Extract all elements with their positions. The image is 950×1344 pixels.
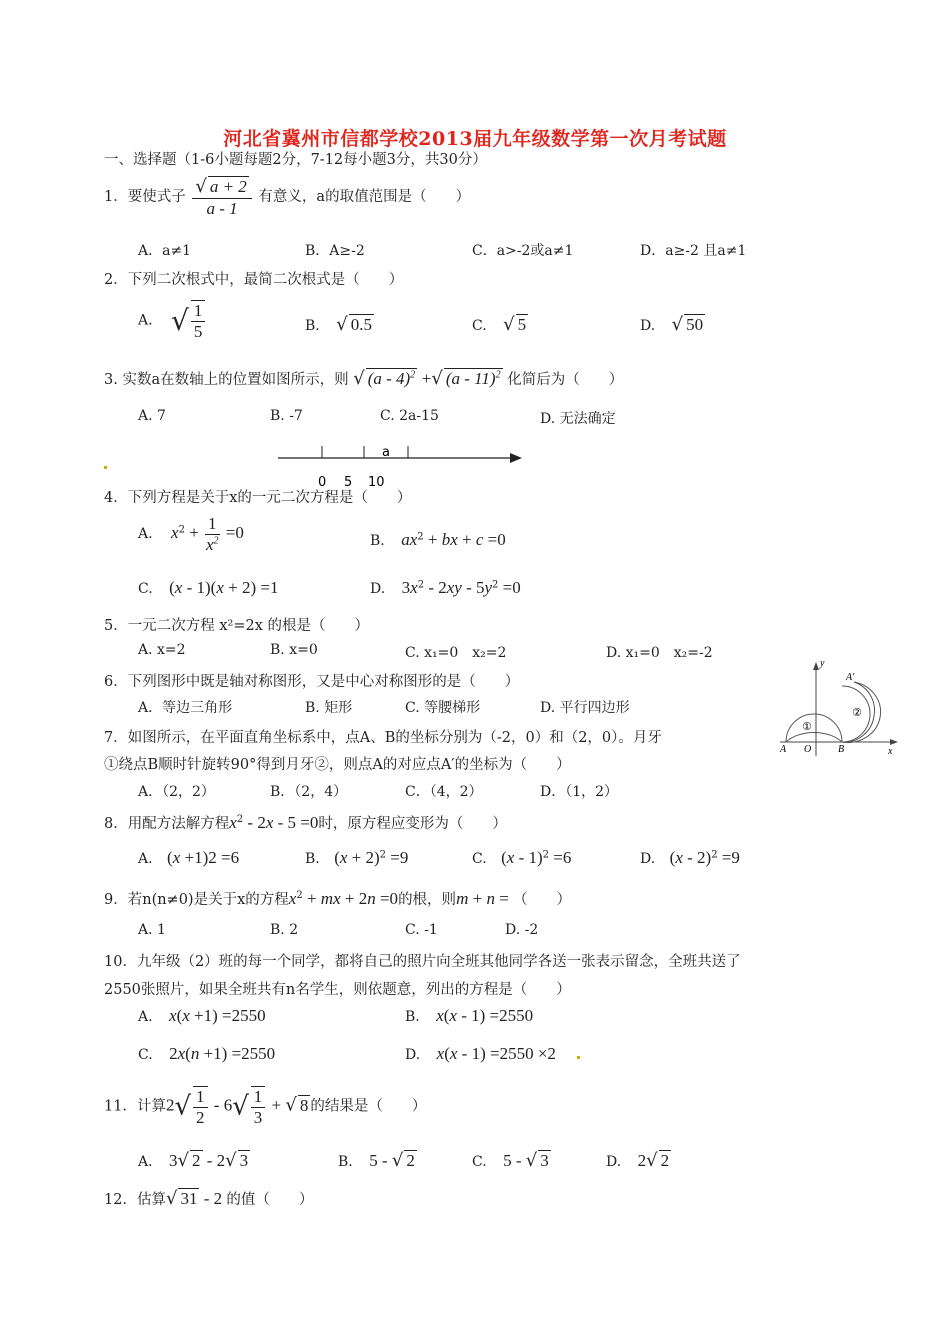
number-line-arrow	[510, 453, 522, 463]
q11-label-d: D.	[606, 1154, 622, 1170]
q7-option-b: B．（2，4）	[270, 784, 348, 800]
q10-option-d: D. x(x - 1) =2550 ×2	[405, 1044, 556, 1063]
q2-d-value: 50	[686, 315, 704, 334]
question-10-line2: 2550张照片，如果全班共有n名学生，则依题意，列出的方程是（ ）	[104, 982, 571, 998]
question-12: 12．估算√ 31 - 2 的值（ ）	[104, 1188, 314, 1209]
q11-option-d: D. 2√ 2	[606, 1150, 670, 1171]
question-4: 4．下列方程是关于x的一元二次方程是（ ）	[104, 490, 412, 506]
q3-option-c: C. 2a-15	[380, 408, 439, 424]
q7-option-a: A．（2，2）	[138, 784, 215, 800]
question-3: 3. 实数a在数轴上的位置如图所示，则 √ (a - 4)$^2$ +√ (a - 11)$^2$ 化简后为（ ）	[104, 368, 624, 389]
q2-label-c: C.	[472, 318, 487, 334]
number-line-figure	[270, 438, 530, 490]
axis-label-5: 5	[344, 475, 353, 490]
q5-option-b: B. x=0	[270, 642, 318, 658]
q7-option-c: C．（4，2）	[405, 784, 483, 800]
crescent-2-label: ②	[852, 706, 862, 719]
q4-option-b: B. $ax^2$ + bx + c =0	[370, 530, 506, 549]
q6-option-d: D. 平行四边形	[540, 700, 630, 716]
q8-label-b: B.	[305, 851, 320, 867]
q5-option-d: D. x₁=0 x₂=-2	[606, 645, 713, 661]
q3-option-a: A. 7	[138, 408, 166, 424]
q7-option-d: D．（1，2）	[540, 784, 619, 800]
q2-a-fraction	[191, 300, 206, 341]
x-label: x	[888, 746, 893, 757]
axis-label-0: 0	[318, 475, 327, 490]
q11-prefix: 11．计算	[104, 1098, 166, 1115]
q9-option-b: B. 2	[270, 922, 299, 938]
q4-label-d: D.	[370, 581, 386, 597]
q1-suffix: 有意义，a的取值范围是（ ）	[258, 189, 471, 206]
section-heading: 一、选择题（1-6小题每题2分，7-12每小题3分，共30分）	[104, 152, 487, 168]
q10-label-d: D.	[405, 1047, 421, 1063]
question-8: 8．用配方法解方程$x^2 - 2x - 5 =0$时，原方程应变形为（ ）	[104, 813, 507, 832]
q2-option-d: D. √ 50	[640, 314, 704, 335]
point-a-label: a	[382, 445, 390, 460]
q10-label-a: A.	[138, 1009, 153, 1025]
q4-label-a: A.	[138, 526, 153, 543]
q1-option-b: B．A≥-2	[305, 243, 365, 259]
q2-label-d: D.	[640, 318, 656, 334]
question-9: 9．若n(n≠0)是关于x的方程$x^2$ + mx + 2n =0的根，则m + n = （ ）	[104, 889, 572, 908]
q11-option-c: C. 5 - √ 3	[472, 1150, 549, 1171]
q11-frac-1: $\frac{1}{2}$	[193, 1086, 208, 1127]
q11-label-b: B.	[338, 1154, 353, 1170]
y-axis-arrow	[813, 662, 819, 670]
question-6: 6．下列图形中既是轴对称图形，又是中心对称图形的是（ ）	[104, 674, 520, 690]
q5-option-a: A. x=2	[138, 642, 186, 658]
q1-option-d: D．a≥-2 且a≠1	[640, 243, 747, 259]
q3-option-d: D. 无法确定	[540, 411, 616, 427]
q3-prefix: 3. 实数a在数轴上的位置如图所示，则	[104, 372, 349, 388]
crescent-rotation-figure	[776, 656, 902, 760]
q5-option-c: C. x₁=0 x₂=2	[405, 645, 507, 661]
y-label: y	[820, 658, 825, 669]
question-1	[104, 176, 470, 218]
q9-suffix: （ ）	[513, 892, 572, 908]
scan-dot	[104, 466, 107, 469]
q3-suffix: 化简后为（ ）	[507, 372, 624, 388]
q9-option-d: D. -2	[505, 922, 539, 938]
q6-option-a: A．等边三角形	[138, 700, 233, 716]
q2-option-a: A. √ $\frac{1}{5}$	[138, 300, 207, 341]
q8-label-a: A.	[138, 851, 153, 867]
q11-label-c: C.	[472, 1154, 487, 1170]
q8-label-c: C.	[472, 851, 487, 867]
x-axis-arrow	[890, 739, 898, 745]
q11-label-a: A.	[138, 1154, 153, 1170]
scan-dot	[577, 1056, 580, 1059]
q2-label-b: B.	[305, 318, 320, 334]
q12-prefix: 12．估算	[104, 1192, 166, 1208]
q2-option-c: C. √ 5	[472, 314, 527, 335]
q10-option-a: A. x(x +1) =2550	[138, 1006, 266, 1025]
q8-prefix: 8．用配方法解方程	[104, 816, 230, 832]
q3-r2: (a - 11)	[445, 369, 496, 388]
q2-label-a: A.	[138, 312, 153, 329]
q10-label-b: B.	[405, 1009, 420, 1025]
exam-title: 河北省冀州市信都学校2013届九年级数学第一次月考试题	[223, 128, 727, 150]
point-a-prime-label: A′	[846, 672, 855, 683]
question-7-line2: ①绕点B顺时针旋转90°得到月牙②，则点A的对应点A′的坐标为（ ）	[104, 757, 571, 773]
q4-label-b: B.	[370, 533, 385, 549]
q3-r1: (a - 4)	[367, 369, 411, 388]
q10-option-c: C. 2x(n +1) =2550	[138, 1044, 276, 1063]
q9-prefix: 9．若n(n≠0)是关于x的方程	[104, 892, 289, 908]
q3-radical-1: (a - 4)$^2$	[367, 369, 416, 388]
q8-option-c: C. (x - 1)$^2$ =6	[472, 848, 572, 867]
q8-option-d: D. (x - 2)$^2$ =9	[640, 848, 740, 867]
q11-frac-2: $\frac{1}{3}$	[251, 1086, 266, 1127]
q2-b-value: 0.5	[350, 315, 372, 334]
crescent-1-label: ①	[802, 720, 812, 733]
q9-option-a: A. 1	[138, 922, 166, 938]
q4-option-d: D. $3x^2 - 2xy - 5y^2 =0$	[370, 578, 521, 597]
q8-suffix: 时，原方程应变形为（ ）	[318, 816, 507, 832]
q2-a-den: 5	[193, 321, 203, 341]
q2-option-b: B. √ 0.5	[305, 314, 372, 335]
q8-label-d: D.	[640, 851, 656, 867]
q11-option-a: A. 3√ 2 - 2√ 3	[138, 1150, 249, 1171]
point-b-label: B	[838, 744, 845, 755]
q9-middle: 的根，则	[398, 892, 457, 908]
q4-label-c: C.	[138, 581, 153, 597]
crescent-1-outer	[786, 714, 842, 742]
q1-prefix: 1．要使式子	[104, 189, 186, 206]
q6-option-b: B. 矩形	[305, 700, 353, 716]
crescent-1-inner	[786, 732, 842, 742]
q10-option-b: B. x(x - 1) =2550	[405, 1006, 534, 1025]
q1-fraction: $\frac{√ a + 2}{a - 1}$	[192, 176, 251, 218]
q1-option-a: A．a≠1	[138, 243, 192, 259]
q1-option-c: C．a>-2或a≠1	[472, 243, 574, 259]
q4-a-fraction: $\frac{1}{x^2}$	[206, 514, 219, 554]
q11-suffix: 的结果是（ ）	[310, 1098, 427, 1115]
question-7-line1: 7．如图所示，在平面直角坐标系中，点A、B的坐标分别为（-2，0）和（2，0）。月牙	[104, 730, 662, 746]
q11-option-b: B. 5 - √ 2	[338, 1150, 415, 1171]
q6-option-c: C. 等腰梯形	[405, 700, 481, 716]
q4-option-a: A. $x^2$ + $\frac{1}{x^2}$ =0	[138, 514, 244, 554]
question-5: 5．一元二次方程 x²=2x 的根是（ ）	[104, 618, 369, 634]
q12-suffix: 的值（ ）	[226, 1192, 314, 1208]
q1-denominator: a - 1	[206, 198, 238, 218]
question-2: 2．下列二次根式中，最简二次根式是（ ）	[104, 272, 404, 288]
q8-option-a: A. (x +1)2 =6	[138, 848, 240, 867]
question-10-line1: 10．九年级（2）班的每一个同学，都将自己的照片向全班其他同学各送一张表示留念，全班共送了	[104, 954, 741, 970]
q4-option-c: C. (x - 1)(x + 2) =1	[138, 578, 279, 597]
q10-label-c: C.	[138, 1047, 153, 1063]
question-11: 11．计算2√ $\frac{1}{2}$ - 6√ $\frac{1}{3}$ + √ 8 的结果是（ ）	[104, 1087, 427, 1127]
q2-c-value: 5	[517, 315, 527, 334]
q1-numerator: a + 2	[209, 177, 247, 196]
q3-option-b: B. -7	[270, 408, 303, 424]
q3-radical-2: (a - 11)$^2$	[445, 369, 501, 388]
axis-label-10: 10	[368, 475, 385, 490]
q8-option-b: B. $(x + 2)^2 =9$	[305, 848, 409, 867]
origin-label: O	[804, 744, 812, 755]
point-a-label: A	[780, 744, 787, 755]
q2-a-num: 1	[191, 301, 206, 322]
q9-option-c: C. -1	[405, 922, 438, 938]
